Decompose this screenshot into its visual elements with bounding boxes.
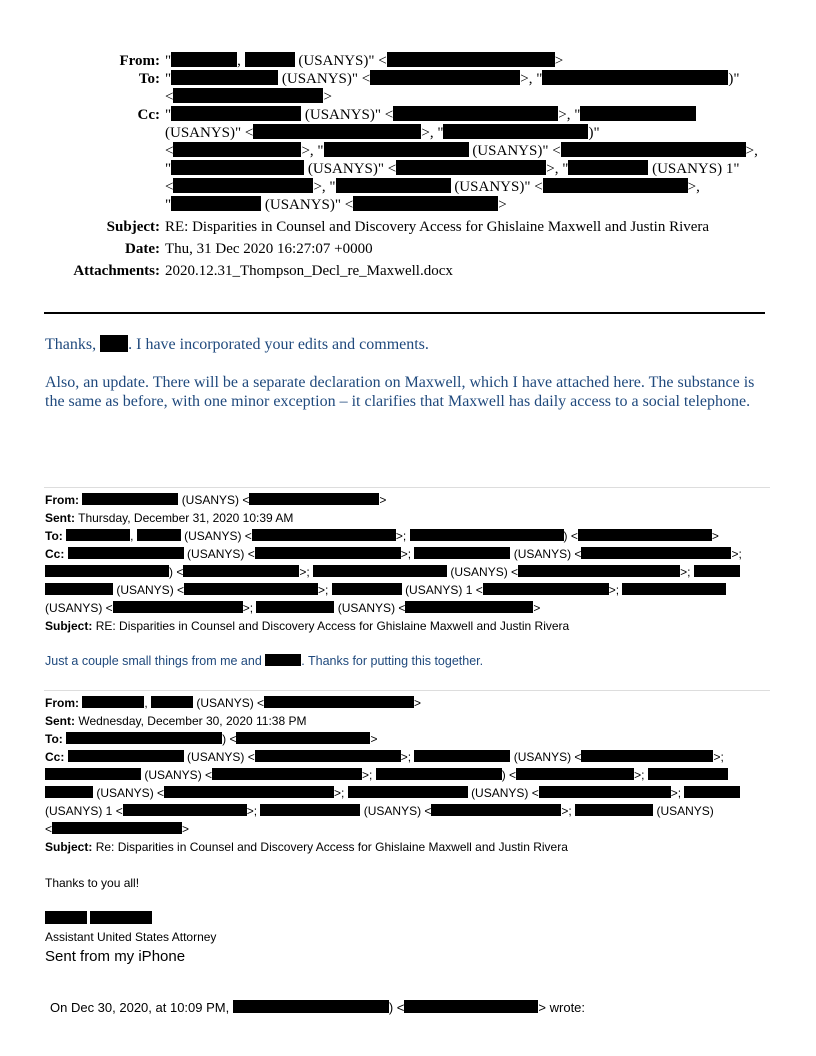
redaction — [212, 768, 362, 780]
redaction — [171, 196, 261, 211]
redaction — [387, 52, 555, 67]
sent-line: Sent: Wednesday, December 30, 2020 11:38 PM — [45, 714, 307, 728]
redaction — [516, 768, 634, 780]
redaction — [542, 70, 728, 85]
redaction — [694, 565, 740, 577]
header-divider — [44, 312, 765, 314]
cc-line: Cc: (USANYS) < >; (USANYS) < >; — [45, 547, 742, 561]
redaction — [100, 335, 128, 352]
redaction — [260, 804, 360, 816]
redaction — [404, 1000, 538, 1013]
redaction — [256, 601, 334, 613]
redaction — [66, 529, 130, 541]
org-tag: (USANYS)" — [454, 179, 531, 195]
redaction — [255, 750, 401, 762]
redaction — [414, 750, 510, 762]
redaction — [253, 124, 421, 139]
redaction — [82, 696, 144, 708]
subject-value: RE: Disparities in Counsel and Discovery Access for Ghislaine Maxwell and Justin Rivera — [165, 219, 710, 235]
redaction — [171, 52, 237, 67]
subject-line: Subject: Re: Disparities in Counsel and Discovery Access for Ghislaine Maxwell and Justin Rivera — [45, 840, 568, 854]
redaction — [233, 1000, 389, 1013]
date-row — [40, 240, 780, 258]
subject-label: Subject: — [106, 219, 160, 235]
message-divider — [44, 690, 770, 691]
redaction — [578, 529, 712, 541]
redaction — [483, 583, 609, 595]
redaction — [622, 583, 726, 595]
redaction — [45, 768, 141, 780]
redaction — [52, 822, 182, 834]
signature-title: Assistant United States Attorney — [45, 930, 217, 944]
redaction — [543, 178, 688, 193]
redaction — [82, 493, 178, 505]
to-label: To: — [138, 71, 160, 87]
redaction — [405, 601, 533, 613]
message-body: Thanks to you all! — [45, 876, 140, 890]
redaction — [171, 70, 278, 85]
redaction — [113, 601, 243, 613]
message-body: Just a couple small things from me and . Thanks for putting this together. — [45, 654, 484, 668]
redaction — [173, 142, 301, 157]
redaction — [353, 196, 498, 211]
redaction — [45, 911, 87, 924]
redaction — [164, 786, 334, 798]
redaction — [393, 106, 558, 121]
redaction — [68, 750, 184, 762]
redaction — [324, 142, 469, 157]
org-tag: (USANYS)" — [281, 71, 359, 87]
redaction — [245, 52, 295, 67]
redaction — [581, 750, 713, 762]
signature-name — [45, 910, 775, 928]
redaction — [518, 565, 680, 577]
redaction — [265, 654, 301, 666]
quoted-message-2: From: , (USANYS) < > Sent: Wednesday, December 30, 2020 11:38 PM To: ) < > Cc: (USANYS) < >; (USANYS) < >; (USANYS) < >; ) < >; (USANYS) < >; (USANYS) < >; (USANYS) 1 < >; (USANYS) < >; (USANYS) < > Subject: Re: Disparities in Counsel and Discovery Access for Ghislaine Maxwell and Justin Rivera Thanks to you all! Assistant United States Attorney Sent from my iPhone On Dec 30, 2020, at 10:09 PM, ) < > wrote: — [45, 694, 775, 1017]
redaction — [249, 493, 379, 505]
redaction — [443, 124, 588, 139]
org-tag: (USANYS)" — [304, 107, 382, 123]
redaction — [648, 768, 728, 780]
redaction — [252, 529, 396, 541]
redaction — [183, 565, 299, 577]
redaction — [313, 565, 447, 577]
org-tag: (USANYS)" — [298, 53, 375, 69]
redaction — [414, 547, 510, 559]
redaction — [45, 786, 93, 798]
cc-label: Cc: — [137, 107, 160, 123]
redaction — [332, 583, 402, 595]
org-tag: (USANYS)" — [472, 143, 549, 159]
from-row: From: " , (USANYS)" < > — [40, 52, 780, 70]
redaction — [684, 786, 740, 798]
redaction — [66, 732, 222, 744]
email-header — [40, 52, 780, 280]
date-value: Thu, 31 Dec 2020 16:27:07 +0000 — [165, 241, 373, 257]
cc-row: Cc: " (USANYS)" < >, " (USANYS)" < >, " )" < >, " (USANYS)" < >, " (USANYS)" < >, " (USANYS) 1" < >, " (USANYS)" < >, " (USANYS)" < > — [40, 106, 780, 214]
redaction — [173, 88, 323, 103]
redaction — [568, 160, 648, 175]
redaction — [396, 160, 546, 175]
attachment-link[interactable]: 2020.12.31_Thompson_Decl_re_Maxwell.docx — [165, 263, 453, 279]
redaction — [539, 786, 671, 798]
org-tag: (USANYS) 1" — [652, 161, 740, 177]
body-paragraph-1: Thanks, . I have incorporated your edits and comments. — [45, 336, 429, 353]
redaction — [255, 547, 401, 559]
sent-line: Sent: Thursday, December 31, 2020 10:39 AM — [45, 511, 294, 525]
redaction — [431, 804, 561, 816]
body-paragraph-2: Also, an update. There will be a separate declaration on Maxwell, which I have attached here. The substance is the same as before, with one minor exception – it clarifies that Maxwell has daily access to a social telephone. — [45, 374, 755, 410]
date-label: Date: — [125, 241, 160, 257]
subject-row — [40, 218, 780, 236]
redaction — [561, 142, 746, 157]
to-row: To: " (USANYS)" < >, " )" < > — [40, 70, 780, 106]
quoted-message-1: From: (USANYS) < > Sent: Thursday, December 31, 2020 10:39 AM To: , (USANYS) < >; ) < > Cc: (USANYS) < >; (USANYS) < >; ) < >; (USANYS) < >; (USANYS) < >; (USANYS) 1 < >; (USANYS) < >; (USANYS) < > Subject: RE: Disparities in Counsel and Discovery Access for Ghislaine Maxwell and Justin Rivera Just a couple small things from me and . Thanks for putting this together. — [45, 491, 775, 670]
to-line: To: ) < > — [45, 732, 378, 746]
from-line: From: (USANYS) < > — [45, 493, 387, 507]
redaction — [90, 911, 152, 924]
redaction — [410, 529, 564, 541]
redaction — [581, 547, 731, 559]
redaction — [336, 178, 451, 193]
sent-from: Sent from my iPhone — [45, 948, 186, 965]
redaction — [171, 160, 304, 175]
quote-attribution: On Dec 30, 2020, at 10:09 PM, ) < > wrote: — [50, 1000, 586, 1015]
redaction — [171, 106, 301, 121]
redaction — [137, 529, 181, 541]
redaction — [123, 804, 247, 816]
redaction — [45, 565, 169, 577]
redaction — [580, 106, 696, 121]
redaction — [370, 70, 520, 85]
org-tag: (USANYS)" — [264, 197, 342, 213]
redaction — [264, 696, 414, 708]
redaction — [68, 547, 184, 559]
cc-line: Cc: (USANYS) < >; (USANYS) < >; — [45, 750, 724, 764]
redaction — [173, 178, 313, 193]
from-label: From: — [119, 53, 160, 69]
redaction — [45, 583, 113, 595]
redaction — [348, 786, 468, 798]
attachments-label: Attachments: — [73, 263, 160, 279]
redaction — [575, 804, 653, 816]
redaction — [376, 768, 502, 780]
subject-line: Subject: RE: Disparities in Counsel and Discovery Access for Ghislaine Maxwell and Justin Rivera — [45, 619, 570, 633]
redaction — [184, 583, 318, 595]
redaction — [236, 732, 370, 744]
to-line: To: , (USANYS) < >; ) < > — [45, 529, 719, 543]
org-tag: (USANYS)" — [307, 161, 385, 177]
redaction — [151, 696, 193, 708]
from-line: From: , (USANYS) < > — [45, 696, 422, 710]
org-tag: (USANYS)" — [165, 125, 242, 141]
message-divider — [44, 487, 770, 488]
attachments-row — [40, 262, 780, 280]
